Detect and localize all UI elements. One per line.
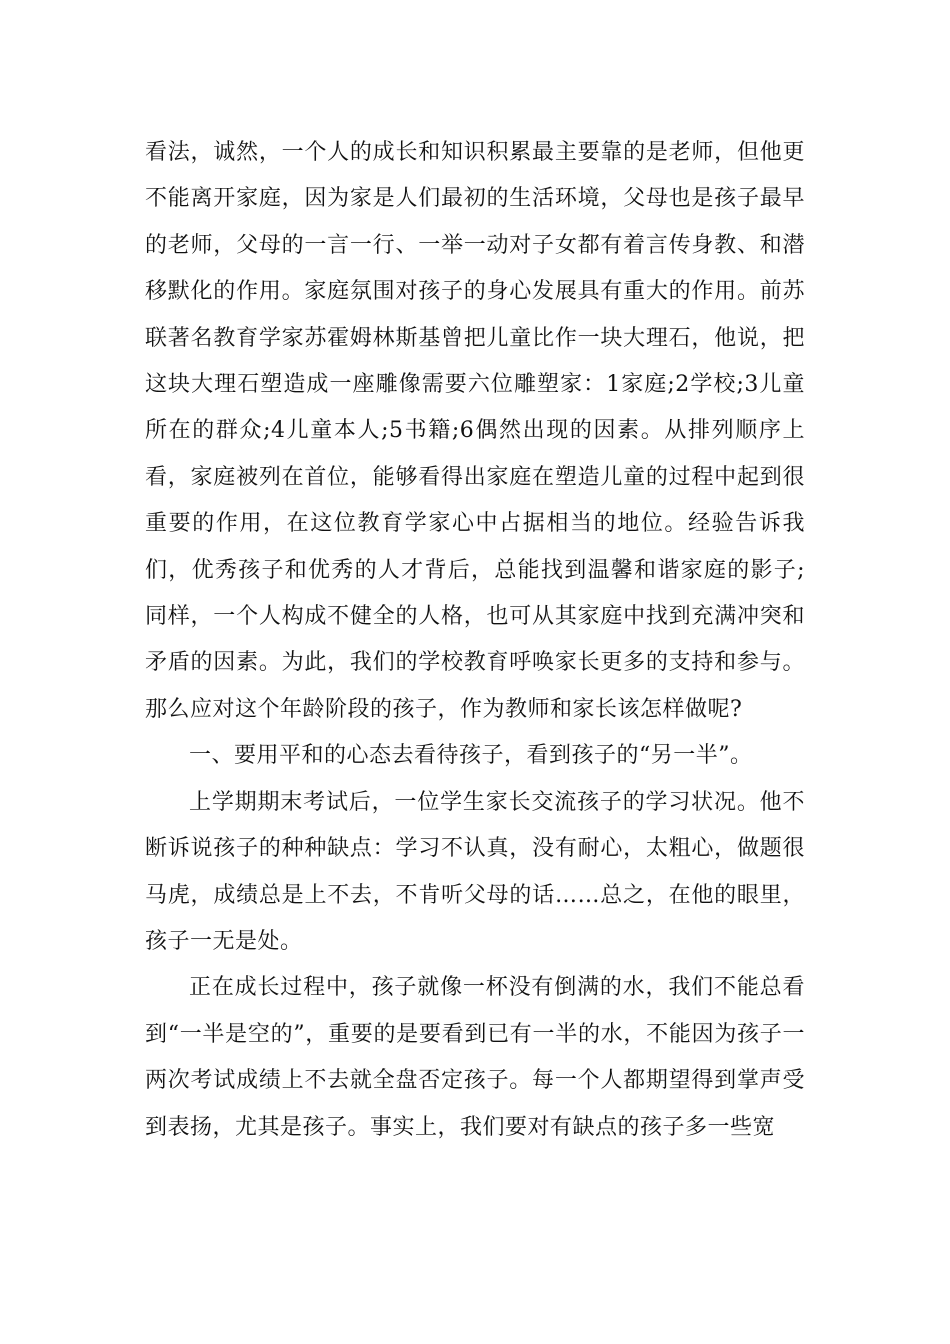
body-text (145, 130, 805, 1151)
paragraph-4: 正在成长过程中，孩子就像一杯没有倒满的水，我们不能总看到“一半是空的”，重要的是要看到已有一半的水，不能因为孩子一两次考试成绩上不去就全盘否定孩子。每一个人都期望得到掌声受到表扬，尤其是孩子。事实上，我们要对有缺点的孩子多一些宽 (145, 975, 805, 1140)
paragraph-3: 上学期期末考试后，一位学生家长交流孩子的学习状况。他不断诉说孩子的种种缺点：学习不认真，没有耐心，太粗心，做题很马虎，成绩总是上不去，不肯听父母的话……总之，在他的眼里，孩子一无是处。 (145, 789, 805, 954)
paragraph-2-heading: 一、要用平和的心态去看待孩子，看到孩子的“另一半”。 (189, 743, 753, 769)
paragraph-1: 看法，诚然，一个人的成长和知识积累最主要靠的是老师，但他更不能离开家庭，因为家是人们最初的生活环境，父母也是孩子最早的老师，父母的一言一行、一举一动对子女都有着言传身教、和潜移默化的作用。家庭氛围对孩子的身心发展具有重大的作用。前苏联著名教育学家苏霍姆林斯基曾把儿童比作一块大理石，他说，把这块大理石塑造成一座雕像需要六位雕塑家：1家庭;2学校;3儿童所在的群众;4儿童本人;5书籍;6偶然出现的因素。从排列顺序上看，家庭被列在首位，能够看得出家庭在塑造儿童的过程中起到很重要的作用，在这位教育学家心中占据相当的地位。经验告诉我们，优秀孩子和优秀的人才背后，总能找到温馨和谐家庭的影子;同样，一个人构成不健全的人格，也可从其家庭中找到充满冲突和矛盾的因素。为此，我们的学校教育呼唤家长更多的支持和参与。那么应对这个年龄阶段的孩子，作为教师和家长该怎样做呢? (145, 140, 805, 722)
